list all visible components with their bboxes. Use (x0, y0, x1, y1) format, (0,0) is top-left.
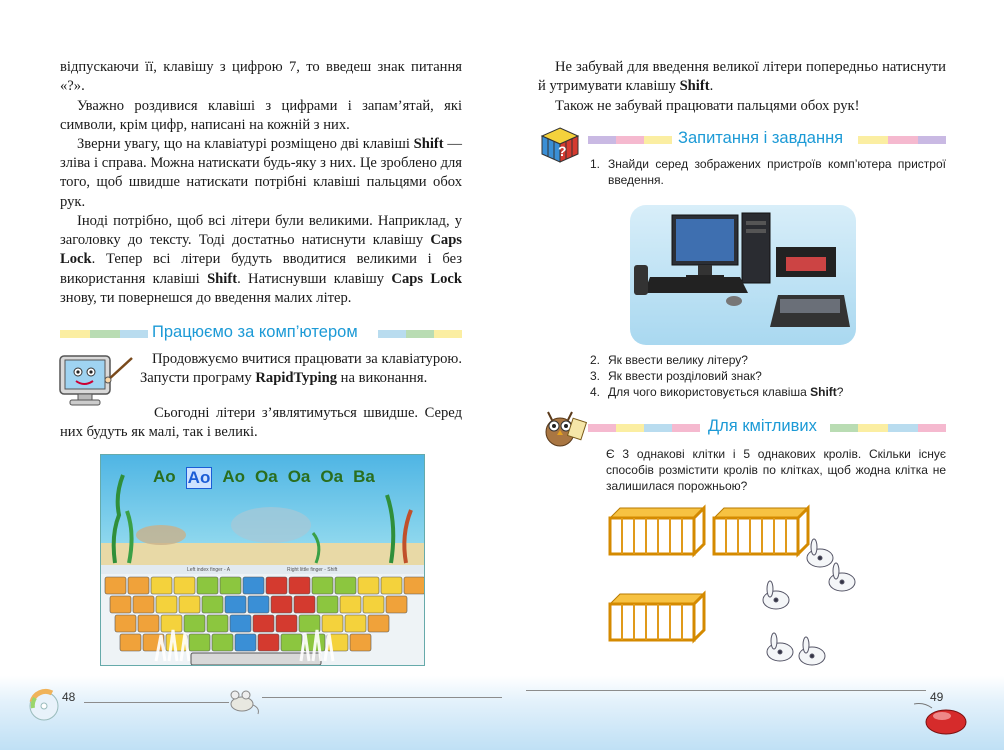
stripe (858, 424, 888, 432)
typing-word: Ba (353, 467, 375, 486)
stripe (918, 424, 946, 432)
keyboard-key (322, 615, 343, 632)
paragraph-3-b: — зліва і справа. Можна натискати будь-яку з них. Це зроблено для того, щоб швидше натискати потрібні клавіші пальцями обох рук. (60, 136, 462, 210)
rabbit-icon (799, 637, 825, 665)
keyboard-key (156, 596, 177, 613)
question-number: 2. (590, 353, 601, 367)
paragraph-4 (60, 212, 462, 308)
cage-icon (714, 508, 808, 554)
keyboard-key (189, 634, 210, 651)
paragraph-4-c: . Натиснувши клавішу (237, 270, 392, 287)
rapidtyping-screenshot (100, 454, 425, 666)
stripe (588, 136, 616, 144)
page-number-right: 49 (930, 690, 944, 704)
keyboard-key (151, 577, 172, 594)
stripe (616, 136, 644, 144)
keyboard-key (133, 596, 154, 613)
keyboard-key (266, 577, 287, 594)
cd-disc-icon (28, 686, 62, 730)
stripe (918, 136, 946, 144)
stripe (672, 424, 700, 432)
caps-lock-key-name: Caps Lock (60, 232, 462, 268)
keyboard-key (179, 596, 200, 613)
caps-lock-key-name: Caps Lock (391, 270, 462, 287)
paragraph-4-b: . Тепер всі літери будуть вводитися великими і без використання клавіші (60, 251, 462, 287)
stripe (406, 330, 434, 338)
section-heading-questions (588, 129, 946, 148)
section-heading-clever (588, 417, 946, 436)
rabbit-icon (829, 563, 855, 591)
keyboard-key (243, 577, 264, 594)
page-number-left: 48 (62, 690, 76, 704)
paragraph-3 (60, 135, 462, 212)
question-text: Знайди серед зображених пристроїв комп’ютера пристрої введення. (608, 157, 946, 187)
question-4-b: ? (836, 385, 844, 399)
app-name: RapidTyping (255, 370, 338, 387)
shift-key-name: Shift (207, 270, 238, 287)
keyboard-key (317, 596, 338, 613)
keyboard-key (174, 577, 195, 594)
keyboard-key (340, 596, 361, 613)
body-text-continued (60, 58, 462, 96)
stripe (858, 136, 888, 144)
keyboard-key (120, 634, 141, 651)
keyboard-key (253, 615, 274, 632)
keyboard-key (220, 577, 241, 594)
keyboard-key (312, 577, 333, 594)
keyboard-key (281, 634, 302, 651)
keyboard-key (212, 634, 233, 651)
shift-key-name: Shift (413, 136, 444, 152)
intro-a: Не забувай для введення великої літери попередньо натиснути й утримувати клавішу (538, 59, 946, 95)
rabbit-icon (763, 581, 789, 609)
paragraph-5-b: на виконання. (337, 370, 428, 387)
mouse-animal-icon (222, 686, 262, 716)
keyboard-key (128, 577, 149, 594)
question-number: 3. (590, 369, 601, 383)
cage-icon (610, 594, 704, 640)
typing-word: Oa (287, 467, 311, 486)
keyboard-key (381, 577, 402, 594)
stripe (830, 424, 858, 432)
cage-icon (610, 508, 704, 554)
keyboard-key (225, 596, 246, 613)
keyboard-key (115, 615, 136, 632)
cages-and-rabbits-illustration (606, 500, 876, 680)
question-number: 1. (590, 157, 601, 171)
paragraph-2 (60, 97, 462, 135)
rabbit-icon (767, 633, 793, 661)
shift-key-name: Shift (679, 78, 710, 95)
rabbit-icon (807, 539, 833, 567)
keyboard-key (294, 596, 315, 613)
stripe (120, 330, 148, 338)
computer-devices-icon (630, 205, 856, 345)
stripe (60, 330, 90, 338)
keyboard-key (138, 615, 159, 632)
intro-b: . (709, 78, 714, 95)
section-heading-computer (60, 323, 462, 342)
paragraph-4-a: Іноді потрібно, щоб всі літери були великими. Наприклад, у заголовку до тексту. Тоді достатньо натиснути клавішу (60, 213, 462, 249)
computer-mouse-icon (914, 700, 970, 738)
finger-hint-left: Left index finger - A (187, 567, 231, 573)
footer-line (526, 690, 926, 691)
rubik-cube-icon (540, 126, 580, 164)
keyboard-key (358, 577, 379, 594)
keyboard-key (299, 615, 320, 632)
question-text: Як ввести розділовий знак? (608, 369, 762, 383)
intro-paragraph-2 (538, 97, 946, 116)
question-number: 4. (590, 385, 601, 399)
clever-task-text: Є 3 однакові клітки і 5 однакових кролів. Скільки існує способів розмістити кролів по клітках, щоб жодна клітка не залишилася порожньою? (606, 447, 946, 493)
keyboard-key (184, 615, 205, 632)
shift-key-name: Shift (810, 385, 837, 399)
intro-c: Також не забувай працювати пальцями обох рук! (555, 98, 860, 114)
paragraph-5 (140, 350, 462, 388)
stripe (90, 330, 120, 338)
paragraph-4-d: знову, ти повернешся до введення малих літер. (60, 289, 352, 306)
keyboard-key (207, 615, 228, 632)
stripe (644, 424, 672, 432)
paragraph-6 (60, 404, 462, 442)
keyboard-key (345, 615, 366, 632)
keyboard-key (368, 615, 389, 632)
keyboard-key (363, 596, 384, 613)
paragraph-5-a: Продовжуємо вчитися працювати за клавіатурою. Запусти програму (140, 351, 462, 387)
keyboard-key (276, 615, 297, 632)
stripe (888, 424, 918, 432)
keyboard-key (161, 615, 182, 632)
keyboard-key (235, 634, 256, 651)
svg-text:?: ? (558, 143, 567, 159)
typing-word: Oa (320, 467, 344, 486)
monitor-mascot-icon (56, 350, 138, 412)
keyboard-key (110, 596, 131, 613)
paragraph-3-a: Зверни увагу, що на клавіатурі розміщено дві клавіші (77, 136, 414, 152)
keyboard-key (197, 577, 218, 594)
question-4-a: Для чого використовується клавіша (608, 385, 811, 399)
paragraph-1: відпускаючи її, клавішу з цифрою 7, то введеш знак питання «?». (60, 59, 462, 95)
paragraph-6-text: Сьогодні літери з’являтимуться швидше. Серед них будуть як малі, так і великі. (60, 405, 462, 441)
devices-illustration (630, 205, 856, 345)
footer-line (262, 697, 502, 698)
stripe (644, 136, 672, 144)
footer-line (84, 702, 229, 703)
stripe (378, 330, 406, 338)
keyboard-key (335, 577, 356, 594)
section-heading-text: Працюємо за комп’ютером (152, 323, 358, 341)
keyboard-key (202, 596, 223, 613)
keyboard-key (258, 634, 279, 651)
finger-hint-right: Right little finger - Shift (287, 567, 338, 573)
owl-icon (542, 406, 588, 448)
section-heading-text: Запитання і завдання (678, 129, 844, 147)
keyboard-key (289, 577, 310, 594)
keyboard-key (105, 577, 126, 594)
right-page (502, 0, 1004, 750)
stripe (616, 424, 644, 432)
intro-paragraph (538, 58, 946, 96)
section-heading-text: Для кмітливих (708, 417, 817, 435)
paragraph-2-text: Уважно роздивися клавіші з цифрами і запам’ятай, які символи, крім цифр, написані на кожній з них. (60, 98, 462, 134)
typing-words (153, 467, 375, 489)
stripe (588, 424, 616, 432)
question-text (608, 384, 843, 400)
stripe (434, 330, 462, 338)
typing-word: Ao (222, 467, 246, 486)
keyboard-key (248, 596, 269, 613)
question-text: Як ввести велику літеру? (608, 353, 748, 367)
keyboard-key (404, 577, 424, 594)
typing-word-current: Ao (187, 468, 211, 487)
typing-word: Ao (153, 467, 176, 486)
keyboard-key (386, 596, 407, 613)
keyboard-key (230, 615, 251, 632)
stripe (888, 136, 918, 144)
typing-word: Oa (255, 467, 278, 486)
keyboard-key (271, 596, 292, 613)
keyboard-key (350, 634, 371, 651)
